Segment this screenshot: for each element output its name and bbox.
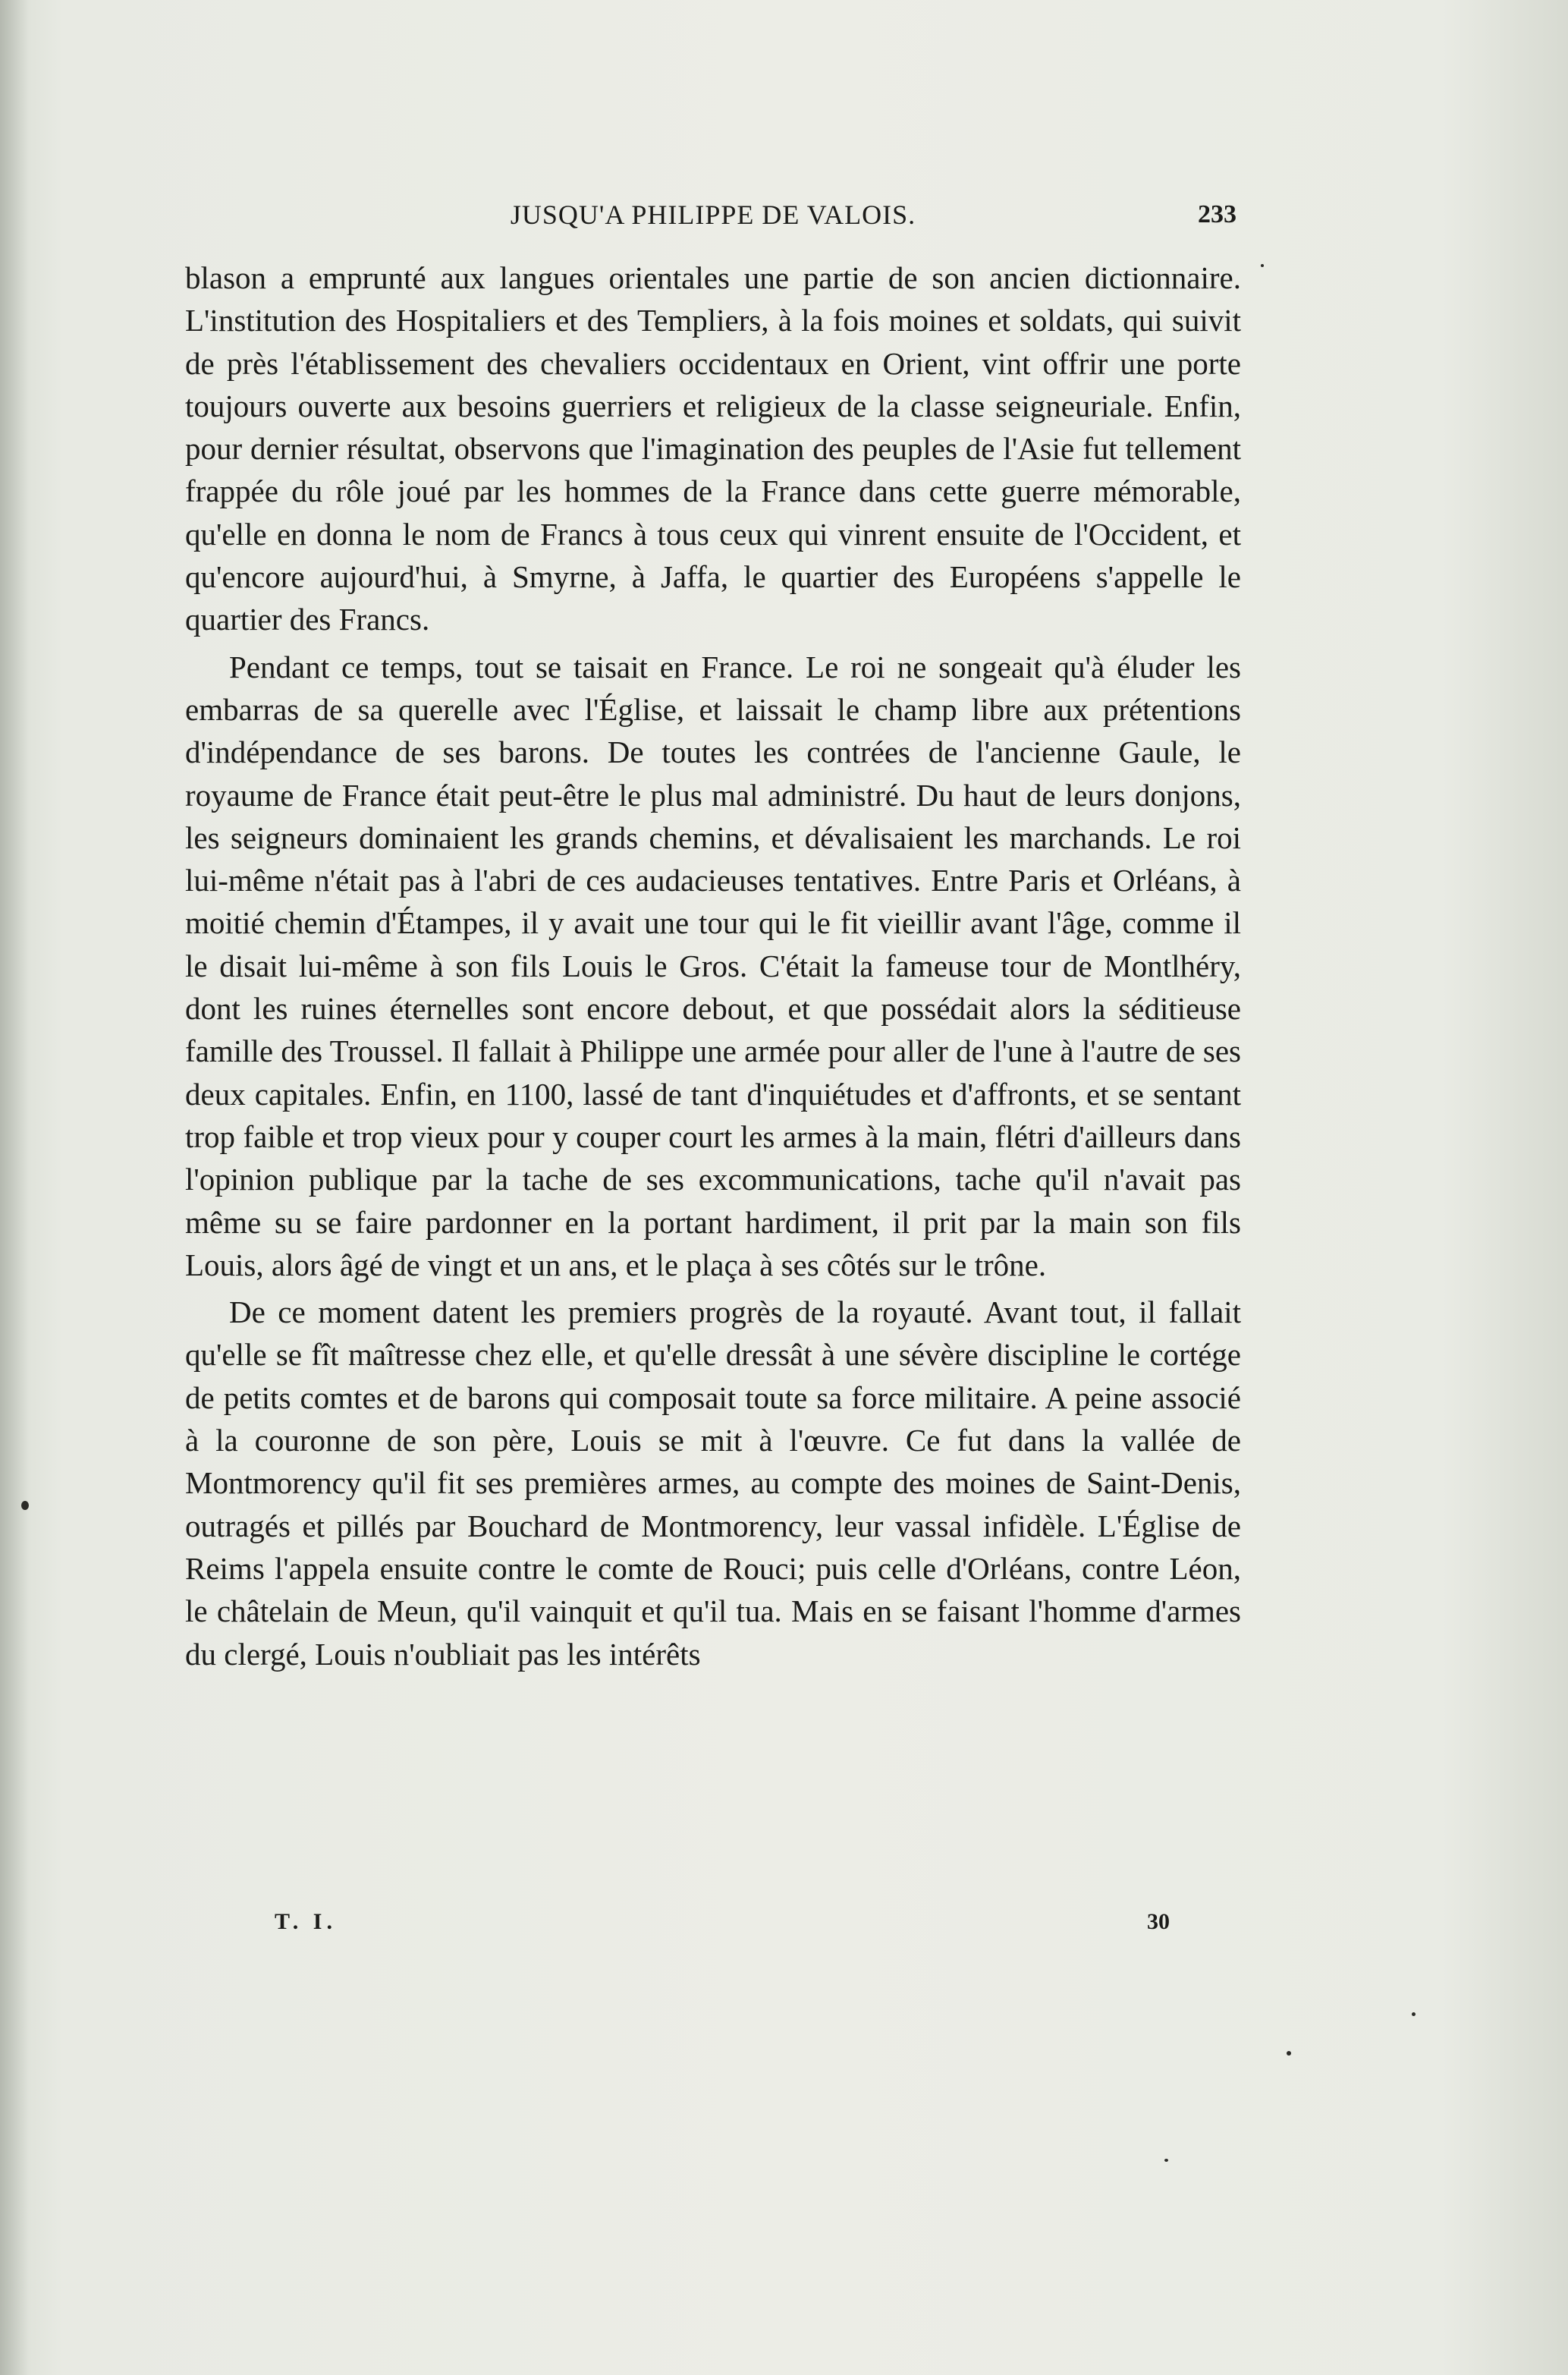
ink-speck bbox=[21, 1501, 29, 1510]
body-text bbox=[185, 256, 1241, 1675]
signature-volume: T. I. bbox=[275, 1909, 337, 1934]
running-head bbox=[190, 193, 1236, 236]
page-number: 233 bbox=[1198, 200, 1236, 228]
paragraph-2: Pendant ce temps, tout se taisait en France. Le roi ne songeait qu'à éluder les embarras de sa querelle avec l'Église, et laissait le champ libre aux prétentions d'indépendance de ses barons. De toutes les contrées de l'ancienne Gaule, le royaume de France était peut-être le plus mal administré. Du haut de leurs donjons, les seigneurs dominaient les grands chemins, et dévalisaient les marchands. Le roi lui-même n'était pas à l'abri de ces audacieuses tentatives. Entre Paris et Orléans, à moitié chemin d'Étampes, il y avait une tour qui le fit vieillir avant l'âge, comme il le disait lui-même à son fils Louis le Gros. C'était la fameuse tour de Montlhéry, dont les ruines éternelles sont encore debout, et que possédait alors la séditieuse famille des Troussel. Il fallait à Philippe une armée pour aller de l'une à l'autre de ses deux capitales. Enfin, en 1100, lassé de tant d'inquiétudes et d'affronts, et se sentant trop faible et trop vieux pour y couper court les armes à la main, flétri d'ailleurs dans l'opinion publique par la tache de ses excommunications, tache qu'il n'avait pas même su se faire pardonner en la portant hardiment, il prit par la main son fils Louis, alors âgé de vingt et un ans, et le plaça à ses côtés sur le trône. bbox=[185, 649, 1241, 1282]
gutter-shadow bbox=[0, 0, 29, 2375]
paragraph-3: De ce moment datent les premiers progrès de la royauté. Avant tout, il fallait qu'elle se fît maîtresse chez elle, et qu'elle dressât à une sévère discipline le cortége de petits comtes et de barons qui composait toute sa force militaire. A peine associé à la couronne de son père, Louis se mit à l'œuvre. Ce fut dans la vallée de Montmorency qu'il fit ses premières armes, au compte des moines de Saint-Denis, outragés et pillés par Bouchard de Montmorency, leur vassal infidèle. L'Église de Reims l'appela ensuite contre le comte de Rouci; puis celle d'Orléans, contre Léon, le châtelain de Meun, qu'il vainquit et qu'il tua. Mais en se faisant l'homme d'armes du clergé, Louis n'oubliait pas les intérêts bbox=[185, 1294, 1241, 1672]
ink-speck bbox=[1412, 2012, 1416, 2016]
signature-sheet-number: 30 bbox=[1147, 1909, 1170, 1934]
running-title: JUSQU'A PHILIPPE DE VALOIS. bbox=[510, 200, 916, 230]
ink-speck bbox=[1287, 2051, 1291, 2056]
ink-speck bbox=[1164, 2159, 1168, 2162]
printer-signature bbox=[275, 1903, 1170, 1941]
ink-speck bbox=[1261, 264, 1264, 267]
paragraph-1: blason a emprunté aux langues orientales une partie de son ancien dictionnaire. L'institution des Hospitaliers et des Templiers, à la fois moines et soldats, qui suivit de près l'établissement des chevaliers occidentaux en Orient, vint offrir une porte toujours ouverte aux besoins guerriers et religieux de la classe seigneuriale. Enfin, pour dernier résultat, observons que l'imagination des peuples de l'Asie fut tellement frappée du rôle joué par les hommes de la France dans cette guerre mémorable, qu'elle en donna le nom de Francs à tous ceux qui vinrent ensuite de l'Occident, et qu'encore aujourd'hui, à Smyrne, à Jaffa, le quartier des Européens s'appelle le quartier des Francs. bbox=[185, 260, 1241, 637]
